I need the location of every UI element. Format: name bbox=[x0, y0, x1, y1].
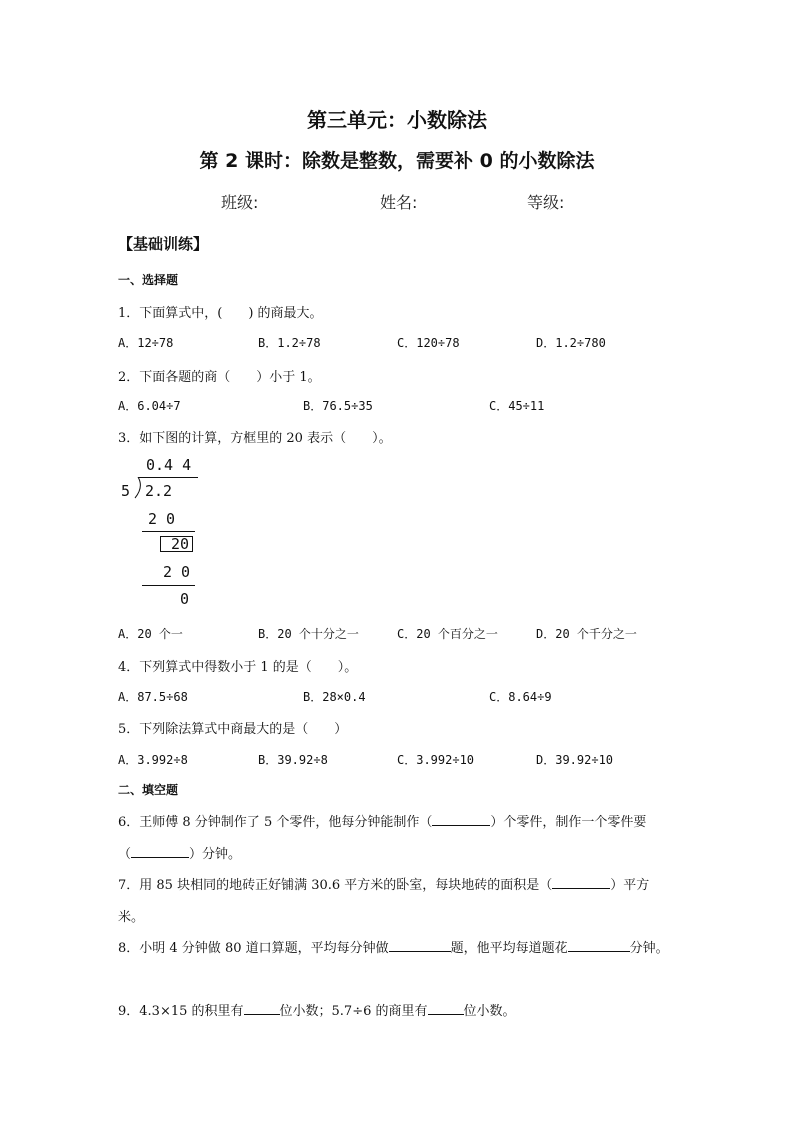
q5-option-d: D．39.92÷10 bbox=[536, 753, 614, 767]
q1-option-c: C．120÷78 bbox=[397, 336, 460, 350]
q4-option-c: C．8.64÷9 bbox=[489, 690, 552, 704]
question-6-line-2 bbox=[118, 843, 241, 862]
question-2: 2．下面各题的商（ ）小于 1。 bbox=[118, 370, 321, 385]
question-4: 4．下列算式中得数小于 1 的是（ ）。 bbox=[118, 660, 358, 675]
q2-option-c: C．45÷11 bbox=[489, 399, 545, 413]
division-bracket bbox=[133, 477, 143, 499]
q6-text-a: 6．王师傅 8 分钟制作了 5 个零件，他每分钟能制作（ bbox=[118, 815, 433, 830]
division-step-2: 2 0 bbox=[163, 563, 191, 581]
q5-option-b: B．39.92÷8 bbox=[258, 753, 328, 767]
q9-blank-2[interactable] bbox=[428, 1002, 464, 1015]
q8-text-b: 题，他平均每道题花 bbox=[450, 941, 568, 956]
q6-text-b: ）个零件，制作一个零件要 bbox=[490, 815, 647, 830]
q8-text-c: 分钟。 bbox=[629, 941, 669, 956]
q7-blank[interactable] bbox=[552, 876, 610, 889]
lesson-subtitle: 第 2 课时：除数是整数，需要补 0 的小数除法 bbox=[199, 150, 595, 172]
division-line-1 bbox=[142, 531, 195, 532]
q6-text-d: ）分钟。 bbox=[189, 847, 242, 862]
division-divisor: 5 bbox=[121, 482, 131, 500]
q5-option-a: A．3.992÷8 bbox=[118, 753, 188, 767]
q3-option-c: C．20 个百分之一 bbox=[397, 627, 498, 641]
q2-option-b: B．76.5÷35 bbox=[303, 399, 373, 413]
question-9 bbox=[118, 1000, 516, 1019]
q6-text-c: （ bbox=[118, 847, 132, 862]
division-boxed-20: 20 bbox=[160, 536, 193, 552]
q2-option-a: A．6.04÷7 bbox=[118, 399, 181, 413]
question-1: 1．下面算式中，( ) 的商最大。 bbox=[118, 306, 323, 321]
q1-option-b: B．1.2÷78 bbox=[258, 336, 321, 350]
question-8 bbox=[118, 937, 669, 956]
question-3: 3．如下图的计算，方框里的 20 表示（ ）。 bbox=[118, 431, 392, 446]
q8-blank-2[interactable] bbox=[568, 939, 630, 952]
q1-option-d: D．1.2÷780 bbox=[536, 336, 606, 350]
division-remainder: 0 bbox=[180, 590, 190, 608]
page-title: 第三单元：小数除法 bbox=[307, 108, 487, 132]
division-top-bar bbox=[138, 477, 198, 478]
q9-text-a: 9．4.3×15 的积里有 bbox=[118, 1004, 244, 1019]
q4-option-a: A．87.5÷68 bbox=[118, 690, 188, 704]
q9-blank-1[interactable] bbox=[244, 1002, 280, 1015]
q9-text-c: 位小数。 bbox=[463, 1004, 516, 1019]
part2-title: 二、填空题 bbox=[118, 783, 179, 797]
q1-option-a: A．12÷78 bbox=[118, 336, 174, 350]
question-6-line-1 bbox=[118, 811, 646, 830]
division-quotient: 0.4 4 bbox=[146, 456, 192, 474]
q8-text-a: 8．小明 4 分钟做 80 道口算题，平均每分钟做 bbox=[118, 941, 389, 956]
grade-label: 等级: bbox=[527, 193, 565, 212]
q8-blank-1[interactable] bbox=[389, 939, 451, 952]
question-7-line-2: 米。 bbox=[118, 910, 145, 925]
name-label: 姓名: bbox=[380, 193, 418, 212]
q7-text-b: ）平方 bbox=[610, 878, 650, 893]
q6-blank-1[interactable] bbox=[432, 813, 490, 826]
section-heading: 【基础训练】 bbox=[118, 235, 209, 253]
division-line-2 bbox=[142, 585, 195, 586]
q3-option-a: A．20 个一 bbox=[118, 627, 183, 641]
class-label: 班级: bbox=[221, 193, 259, 212]
q4-option-b: B．28×0.4 bbox=[303, 690, 366, 704]
question-7-line-1 bbox=[118, 874, 649, 893]
q6-blank-2[interactable] bbox=[131, 845, 189, 858]
division-step-1: 2 0 bbox=[148, 510, 176, 528]
part1-title: 一、选择题 bbox=[118, 273, 179, 287]
q5-option-c: C．3.992÷10 bbox=[397, 753, 475, 767]
q3-option-d: D．20 个千分之一 bbox=[536, 627, 637, 641]
question-5: 5．下列除法算式中商最大的是（ ） bbox=[118, 722, 348, 737]
q9-text-b: 位小数；5.7÷6 的商里有 bbox=[279, 1004, 428, 1019]
q7-text-a: 7．用 85 块相同的地砖正好铺满 30.6 平方米的卧室，每块地砖的面积是（ bbox=[118, 878, 553, 893]
division-dividend: 2.2 bbox=[145, 482, 173, 500]
q3-option-b: B．20 个十分之一 bbox=[258, 627, 359, 641]
